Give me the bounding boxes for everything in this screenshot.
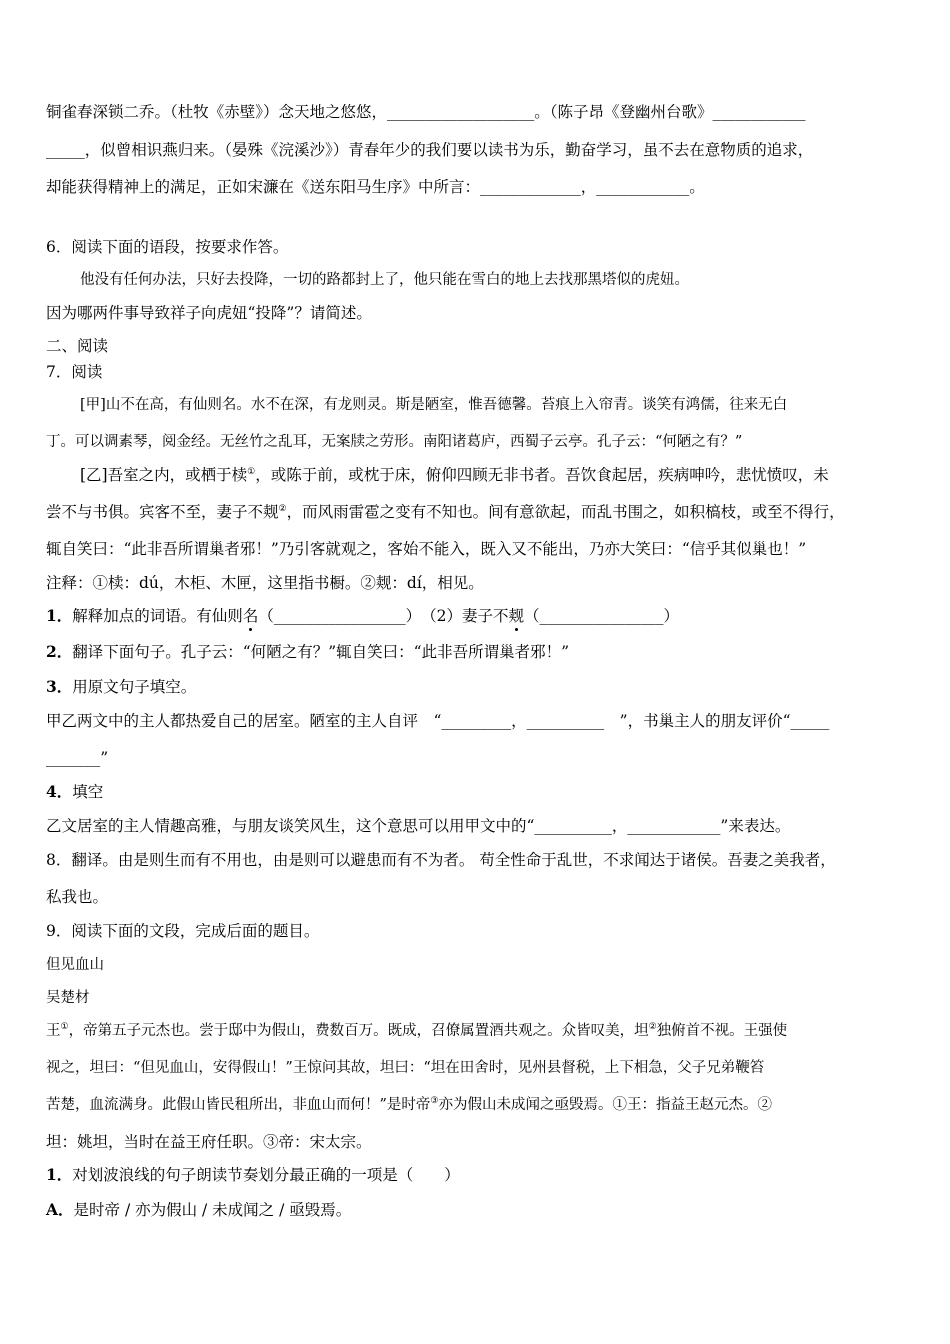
q7-sub1-text-c: （________________）	[523, 607, 679, 625]
footnote-mark-1: ①	[247, 466, 256, 477]
q7-sub4	[46, 782, 906, 802]
q9-passage-line-2: 视之，坦曰：“但见血山，安得假山！”王惊问其故，坦曰：“坦在田舍时，见州县督税，上下相急，父子兄弟鞭笞	[46, 1060, 765, 1076]
q7-sub1-text-b: （_________________） （2）妻子不	[258, 607, 509, 625]
q9-author: 吴楚材	[46, 990, 90, 1006]
q7-yi-line-1	[80, 465, 906, 485]
dotted-word-ming: 名	[242, 607, 259, 625]
q7-yi-line-2	[46, 502, 906, 522]
q7-sub3	[46, 677, 906, 697]
q7-sub3-text: 用原文句子填空。	[72, 678, 197, 696]
footnote-mark-2: ②	[278, 503, 287, 514]
q9-p1-c: 独俯首不视。王强使	[656, 1023, 788, 1039]
q7-notes: 注释：①椟：dú，木柜、木匣，这里指书橱。②觌：dí，相见。	[46, 574, 484, 592]
q7-sub4-number: 4．	[46, 782, 73, 801]
q7-sub4-text: 填空	[72, 783, 104, 801]
q7-yi-line-3: 辄自笑曰：“此非吾所谓巢者邪！”乃引客就观之，客始不能入，既入又不能出，乃亦大笑曰：“信乎其似巢也！”	[46, 540, 807, 558]
q9-p1-b: ，帝第五子元杰也。尝于邸中为假山，费数百万。既成，召僚属置酒共观之。众皆叹美，坦	[68, 1023, 649, 1039]
poem-fill-line-1: 铜雀春深锁二乔。（杜牧《赤壁》）念天地之悠悠，___________________。（陈子昂《登幽州台歌》____________	[46, 103, 806, 121]
q7-sub1-text-a: 解释加点的词语。有仙则	[72, 607, 243, 625]
q7-sub1	[46, 606, 906, 626]
q7-sub3-number: 3．	[46, 677, 73, 696]
q9-footnote-mark-3: ③	[430, 1096, 439, 1107]
dotted-word-di: 觌	[508, 607, 524, 625]
q7-yi-line-1-a: [乙]吾室之内，或栖于椟	[80, 466, 248, 484]
q9-passage-line-4: 坦：姚坦，当时在益王府任职。③帝：宋太宗。	[46, 1133, 372, 1151]
q9-sub1-number: 1．	[46, 1165, 73, 1184]
q7-yi-line-2-a: 尝不与书俱。宾客不至，妻子不觌	[46, 503, 279, 521]
q9-option-a-text: 是时帝 / 亦为假山 / 未成闻之 / 亟毁焉。	[73, 1201, 352, 1219]
q9-footnote-mark-2: ②	[648, 1022, 657, 1033]
q7-sub3-line-1: 甲乙两文中的主人都热爱自己的居室。陋室的主人自评 “_________，__________ ”，书巢主人的朋友评价“_____	[46, 712, 830, 730]
q7-yi-line-1-b: ，或陈于前，或枕于床，俯仰四顾无非书者。吾饮食起居，疾病呻吟，悲忧愤叹，未	[255, 466, 829, 484]
q6-question: 因为哪两件事导致祥子向虎妞“投降”？请简述。	[46, 304, 372, 322]
q7-title: 7．阅读	[46, 363, 103, 381]
q9-passage-line-3	[46, 1095, 906, 1115]
q7-sub2-text: 翻译下面句子。孔子云：“何陋之有？”辄自笑曰：“此非吾所谓巢者邪！”	[72, 643, 569, 661]
q9-sub1	[46, 1165, 906, 1185]
q7-sub2-number: 2．	[46, 642, 73, 661]
poem-fill-line-3: 却能获得精神上的满足，正如宋濂在《送东阳马生序》中所言：_____________，____________。	[46, 178, 705, 196]
q6-title: 6．阅读下面的语段，按要求作答。	[46, 238, 289, 256]
q8-line-1: 8．翻译。由是则生而有不用也，由是则可以避患而有不为者。 苟全性命于乱世，不求闻达于诸侯。吾妻之美我者，	[46, 851, 836, 869]
q9-option-a-label: A．	[46, 1200, 74, 1219]
q9-title: 9．阅读下面的文段，完成后面的题目。	[46, 922, 320, 940]
q7-jia-line-2: 丁。可以调素琴，阅金经。无丝竹之乱耳，无案牍之劳形。南阳诸葛庐，西蜀子云亭。孔子云：“何陋之有？”	[46, 434, 743, 450]
q7-sub3-line-2: _______”	[46, 749, 109, 767]
q9-p1-a: 王	[46, 1023, 61, 1039]
q6-passage: 他没有任何办法，只好去投降，一切的路都封上了，他只能在雪白的地上去找那黑塔似的虎妞。	[80, 272, 689, 288]
q7-yi-line-2-b: ，而风雨雷雹之变有不知也。间有意欲起，而乱书围之，如积槁枝，或至不得行，	[286, 503, 845, 521]
q7-jia-line-1: [甲]山不在高，有仙则名。水不在深，有龙则灵。斯是陋室，惟吾德馨。苔痕上入帘青。谈笑有鸿儒，往来无白	[80, 397, 788, 413]
q9-sub1-text: 对划波浪线的句子朗读节奏划分最正确的一项是（ ）	[72, 1166, 460, 1184]
q9-passage-line-1	[46, 1021, 906, 1041]
q9-passage-title: 但见血山	[46, 957, 104, 973]
q8-line-2: 私我也。	[46, 888, 109, 906]
poem-fill-line-2: _____，似曾相识燕归来。（晏殊《浣溪沙》）青春年少的我们要以读书为乐，勤奋学习，虽不去在意物质的追求，	[46, 141, 814, 159]
q9-footnote-mark-1: ①	[60, 1022, 69, 1033]
q7-sub2	[46, 642, 906, 662]
q7-sub1-number: 1．	[46, 606, 73, 625]
q9-p3-b: 亦为假山未成闻之亟毁焉。①王：指益王赵元杰。②	[438, 1097, 772, 1113]
q7-sub4-line-1: 乙文居室的主人情趣高雅，与朋友谈笑风生，这个意思可以用甲文中的“__________，____________”来表达。	[46, 817, 791, 835]
section-heading-reading: 二、阅读	[46, 337, 109, 355]
q9-p3-a: 苦楚，血流满身。此假山皆民租所出，非血山而何！”是时帝	[46, 1097, 431, 1113]
q9-option-a	[46, 1200, 906, 1220]
